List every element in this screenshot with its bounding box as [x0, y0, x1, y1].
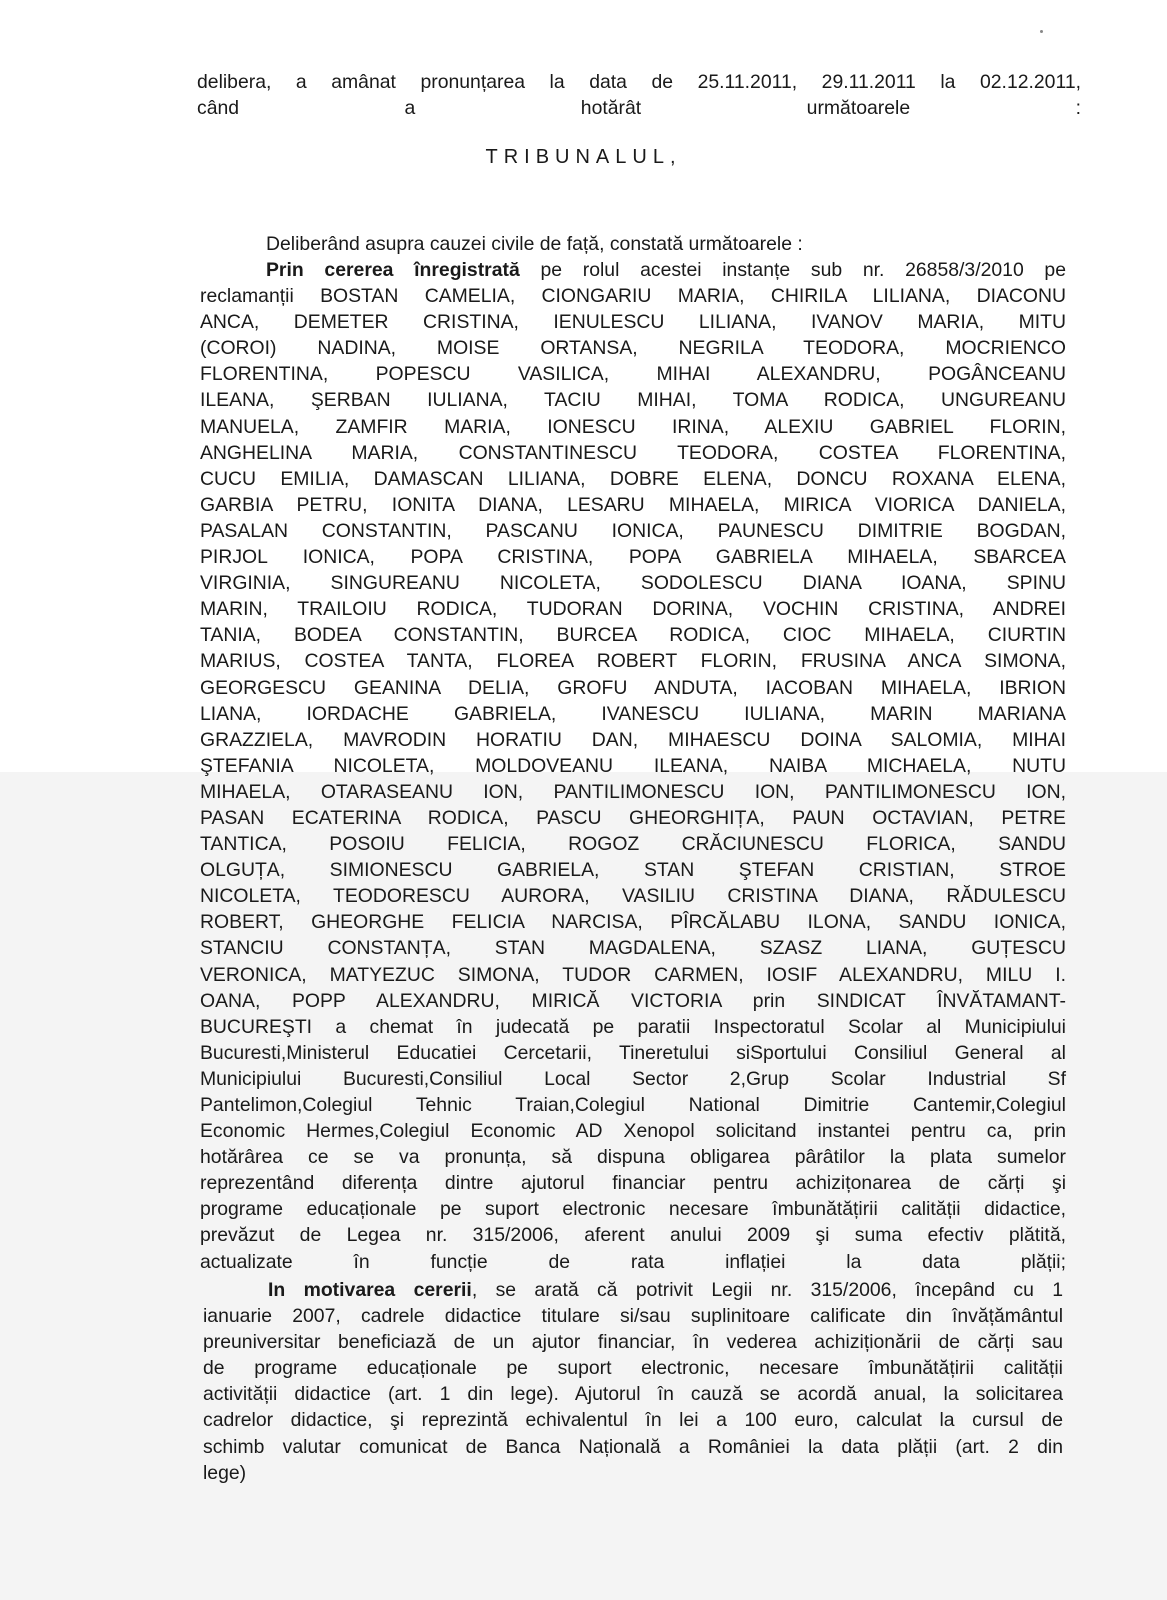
intro-line-2: când a hotărât următoarele :	[197, 97, 1081, 120]
request-line: OLGUȚA, SIMIONESCU GABRIELA, STAN ŞTEFAN CRISTIAN, STROE	[200, 859, 1066, 882]
request-line: PASALAN CONSTANTIN, PASCANU IONICA, PAUNESCU DIMITRIE BOGDAN,	[200, 519, 1066, 542]
request-lead-rest: pe rolul acestei instanțe sub nr. 26858/3/2010 pe	[540, 259, 1067, 281]
motivation-line: de programe educaționale pe suport electronic, necesare îmbunătățirii calității	[203, 1357, 1063, 1380]
request-line: BUCUREŞTI a chemat în judecată pe paratii Inspectoratul Scolar al Municipiului	[200, 1015, 1066, 1038]
request-line: prevăzut de Legea nr. 315/2006, aferent anului 2009 şi suma efectiv plătită,	[200, 1224, 1066, 1247]
request-line: programe educaționale pe suport electronic necesare îmbunătățirii calității didactice,	[200, 1198, 1066, 1221]
scan-speck	[1040, 30, 1043, 33]
request-line: MARIN, TRAILOIU RODICA, TUDORAN DORINA, VOCHIN CRISTINA, ANDREI	[200, 598, 1066, 621]
request-line: VERONICA, MATYEZUC SIMONA, TUDOR CARMEN, IOSIF ALEXANDRU, MILU I.	[200, 963, 1066, 986]
motivation-line: preuniversitar beneficiază de un ajutor financiar, în vederea achiziționării de cărți sau	[203, 1331, 1063, 1354]
request-line: Municipiului Bucuresti,Consiliul Local Sector 2,Grup Scolar Industrial Sf	[200, 1067, 1066, 1090]
request-line: ANCA, DEMETER CRISTINA, IENULESCU LILIANA, IVANOV MARIA, MITU	[200, 311, 1066, 334]
motivation-line: ianuarie 2007, cadrele didactice titulare si/sau suplinitoare calificate din învățământul	[203, 1305, 1063, 1328]
request-line: Bucuresti,Ministerul Educatiei Cercetarii, Tineretului siSportului Consiliul General al	[200, 1041, 1066, 1064]
deliberation-line	[266, 231, 1066, 257]
intro-paragraph	[197, 69, 1081, 121]
request-line: LIANA, IORDACHE GABRIELA, IVANESCU IULIANA, MARIN MARIANA	[200, 702, 1066, 725]
request-line: reprezentând diferența dintre ajutorul financiar pentru achizițonarea de cărți şi	[200, 1172, 1066, 1195]
motivation-first-line	[203, 1277, 1063, 1303]
request-line: MARIUS, COSTEA TANTA, FLOREA ROBERT FLORIN, FRUSINA ANCA SIMONA,	[200, 650, 1066, 673]
request-line: ŞTEFANIA NICOLETA, MOLDOVEANU ILEANA, NAIBA MICHAELA, NUTU	[200, 754, 1066, 777]
request-lines	[200, 283, 1066, 1275]
request-line: VIRGINIA, SINGUREANU NICOLETA, SODOLESCU DIANA IOANA, SPINU	[200, 572, 1066, 595]
intro-line-1: delibera, a amânat pronunțarea la data de 25.11.2011, 29.11.2011 la 02.12.2011,	[197, 71, 1081, 93]
request-first-line	[200, 257, 1066, 283]
request-line: FLORENTINA, POPESCU VASILICA, MIHAI ALEXANDRU, POGÂNCEANU	[200, 363, 1066, 386]
request-line: ROBERT, GHEORGHE FELICIA NARCISA, PÎRCĂLABU ILONA, SANDU IONICA,	[200, 911, 1066, 934]
motivation-paragraph	[203, 1277, 1063, 1486]
request-line: CUCU EMILIA, DAMASCAN LILIANA, DOBRE ELENA, DONCU ROXANA ELENA,	[200, 467, 1066, 490]
request-line: ILEANA, ŞERBAN IULIANA, TACIU MIHAI, TOMA RODICA, UNGUREANU	[200, 389, 1066, 412]
motivation-lead-bold: In motivarea cererii	[268, 1279, 472, 1301]
request-line: STANCIU CONSTANȚA, STAN MAGDALENA, SZASZ LIANA, GUȚESCU	[200, 937, 1066, 960]
request-line: Pantelimon,Colegiul Tehnic Traian,Colegiul National Dimitrie Cantemir,Colegiul	[200, 1094, 1066, 1116]
motivation-line: schimb valutar comunicat de Banca Națională a României la data plății (art. 2 din	[203, 1435, 1063, 1458]
motivation-line: lege)	[203, 1461, 247, 1484]
motivation-lead-rest: , se arată că potrivit Legii nr. 315/2006, începând cu 1	[471, 1279, 1064, 1301]
request-line: actualizate în funcție de rata inflației la data plății;	[200, 1250, 1066, 1273]
request-paragraph	[200, 257, 1066, 1275]
request-line: PASAN ECATERINA RODICA, PASCU GHEORGHIȚA, PAUN OCTAVIAN, PETRE	[200, 806, 1066, 829]
deliberation-text: Deliberând asupra cauzei civile de față, constată următoarele :	[266, 233, 803, 255]
request-line: hotărârea ce se va pronunța, să dispuna obligarea pârâtilor la plata sumelor	[200, 1146, 1066, 1169]
request-line: ANGHELINA MARIA, CONSTANTINESCU TEODORA, COSTEA FLORENTINA,	[200, 441, 1066, 464]
court-heading: TRIBUNALUL,	[485, 146, 682, 168]
request-line: TANIA, BODEA CONSTANTIN, BURCEA RODICA, CIOC MIHAELA, CIURTIN	[200, 624, 1066, 647]
request-line: Economic Hermes,Colegiul Economic AD Xenopol solicitand instantei pentru ca, prin	[200, 1120, 1066, 1143]
motivation-line: cadrelor didactice, şi reprezintă echivalentul în lei a 100 euro, calculat la cursul de	[203, 1409, 1063, 1432]
request-lead-bold: Prin cererea înregistrată	[266, 259, 520, 281]
request-line: GARBIA PETRU, IONITA DIANA, LESARU MIHAELA, MIRICA VIORICA DANIELA,	[200, 493, 1066, 516]
request-line: reclamanții BOSTAN CAMELIA, CIONGARIU MARIA, CHIRILA LILIANA, DIACONU	[200, 285, 1066, 308]
request-line: MANUELA, ZAMFIR MARIA, IONESCU IRINA, ALEXIU GABRIEL FLORIN,	[200, 415, 1066, 438]
request-line: TANTICA, POSOIU FELICIA, ROGOZ CRĂCIUNESCU FLORICA, SANDU	[200, 833, 1066, 856]
request-line: (COROI) NADINA, MOISE ORTANSA, NEGRILA TEODORA, MOCRIENCO	[200, 337, 1066, 360]
request-line: MIHAELA, OTARASEANU ION, PANTILIMONESCU ION, PANTILIMONESCU ION,	[200, 780, 1066, 803]
request-line: GEORGESCU GEANINA DELIA, GROFU ANDUTA, IACOBAN MIHAELA, IBRION	[200, 676, 1066, 699]
request-line: OANA, POPP ALEXANDRU, MIRICĂ VICTORIA prin SINDICAT ÎNVĂTAMANT-	[200, 989, 1066, 1012]
request-line: PIRJOL IONICA, POPA CRISTINA, POPA GABRIELA MIHAELA, SBARCEA	[200, 546, 1066, 569]
request-line: NICOLETA, TEODORESCU AURORA, VASILIU CRISTINA DIANA, RĂDULESCU	[200, 885, 1066, 908]
motivation-line: activității didactice (art. 1 din lege). Ajutorul în cauză se acordă anual, la solicitarea	[203, 1383, 1063, 1406]
motivation-lines	[203, 1303, 1063, 1486]
request-line: GRAZZIELA, MAVRODIN HORATIU DAN, MIHAESCU DOINA SALOMIA, MIHAI	[200, 728, 1066, 751]
